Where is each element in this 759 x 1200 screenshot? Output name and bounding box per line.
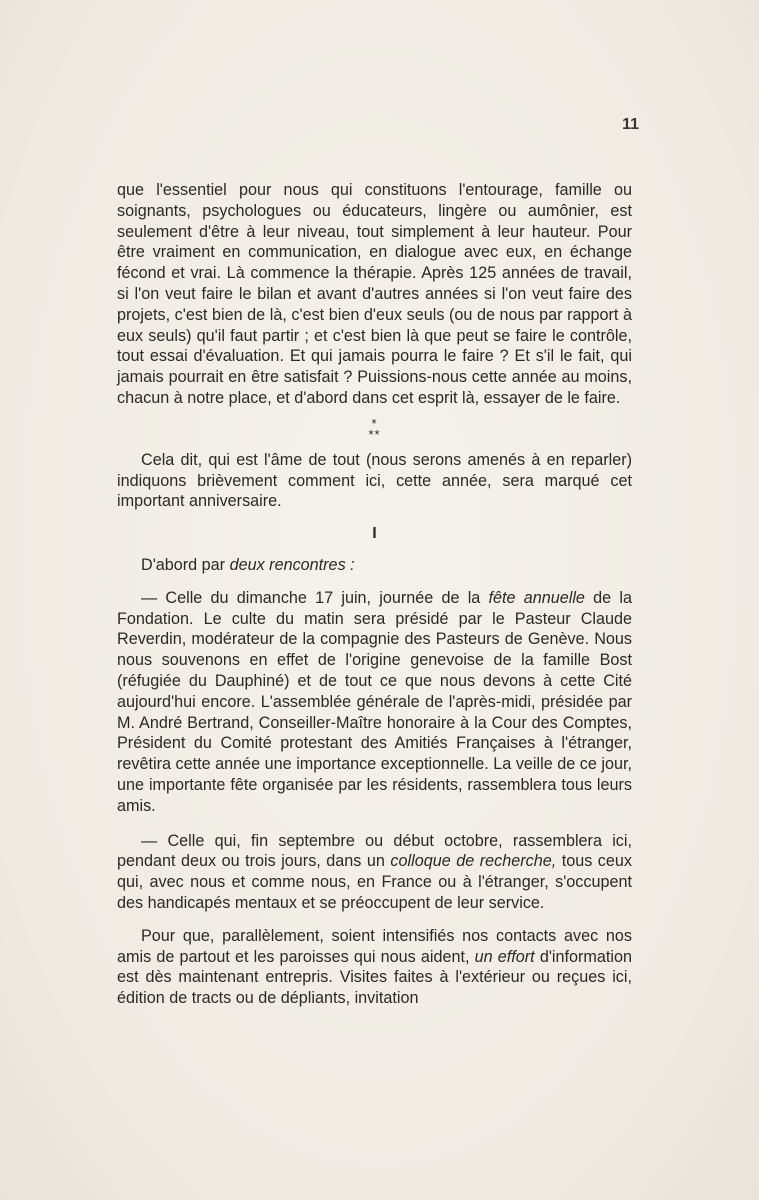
paragraph-fete-annuelle [117,588,632,817]
text-segment: d'information est dès maintenant entrepris. Visites faites à l'extérieur ou reçues ici, édition de tracts ou de dépliants, invitation [117,947,632,1008]
paragraph-information [117,926,632,1009]
text-segment: Pour que, parallèlement, soient intensifiés nos contacts avec nos amis de partout et les paroisses qui nous aident, [117,926,632,966]
italic-segment: deux rencontres : [229,555,355,574]
paragraph-continuation: que l'essentiel pour nous qui constituons l'entourage, famille ou soignants, psychologues ou éducateurs, lingère ou aumônier, est seulement d'être à leur niveau, tout simplement à leur hauteur. Pour être vraiment en communication, en dialogue avec eux, en échange fécond et vrai. Là commence la thérapie. Après 125 années de travail, si l'on veut faire le bilan et avant d'autres années si l'on veut faire des projets, c'est bien de là, c'est bien d'eux seuls (ou de nous par rapport à eux seuls) qu'il faut partir ; et c'est bien là que peut se faire le contrôle, tout essai d'évaluation. Et qui jamais pourra le faire ? Et s'il le fait, qui jamais pourrait en être satisfait ? Puissions-nous cette année au moins, chacun à notre place, et d'abord dans cet esprit là, essayer de le faire. [117,181,632,407]
page-number: 11 [622,116,639,133]
asterism-top: * [371,415,378,431]
text-segment: tous ceux qui, avec nous et comme nous, en France ou à l'étranger, s'occupent des handicapés mentaux et se préoccupent de leur service. [117,852,632,912]
paragraph-anniversary: Cela dit, qui est l'âme de tout (nous serons amenés à en reparler) indiquons brièvement comment ici, cette année, sera marqué cet important anniversaire. [117,450,632,511]
section-heading-roman: I [372,525,377,543]
text-segment: de la Fondation. Le culte du matin sera présidé par le Pasteur Claude Reverdin, modérateur de la compagnie des Pasteurs de Genève. Nous nous souvenons en effet de l'origine genevoise de la famille Bost (réfugiée du Dauphiné) et de tout ce que nous devons à cette Cité aujourd'hui encore. L'assemblée générale de l'après-midi, présidée par M. André Bertrand, Conseiller-Maître honoraire à la Cour des Comptes, Président du Comité protestant des Amitiés Françaises à l'étranger, revêtira cette année une importance exceptionnelle. La veille de ce jour, une importante fête organisée par les résidents, rassemblera tous leurs amis. [117,588,632,815]
paragraph-rencontres [117,555,632,576]
asterism-bottom: ** [368,426,381,442]
italic-segment: un effort [474,947,535,966]
italic-segment: colloque de recherche, [390,852,557,871]
text-segment: — Celle du dimanche 17 juin, journée de la [141,588,489,607]
text-segment: — Celle qui, fin septembre ou début octobre, rassemblera ici, pendant deux ou trois jours, dans un [117,831,632,871]
body-text [117,180,632,1009]
text-segment: D'abord par [141,555,230,574]
paragraph-colloque [117,831,632,914]
italic-segment: fête annuelle [488,588,585,607]
asterism-separator [117,415,632,442]
